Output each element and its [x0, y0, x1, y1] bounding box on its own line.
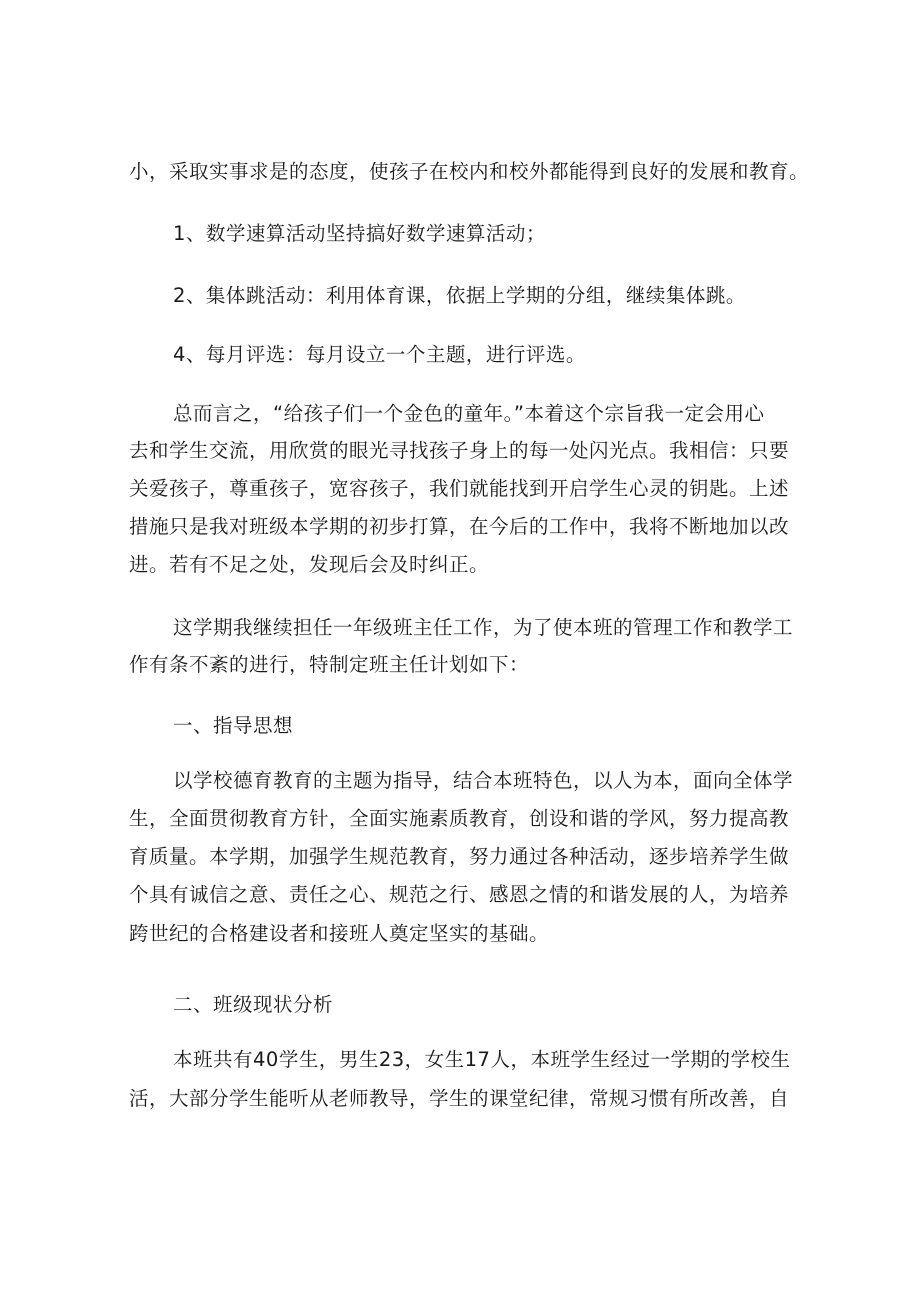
paragraph-line: 作有条不紊的进行，特制定班主任计划如下：	[129, 653, 530, 676]
list-item-jump: 2、集体跳活动：利用体育课，依据上学期的分组，继续集体跳。	[173, 284, 746, 307]
paragraph-line: 本班共有40学生，男生23，女生17人，本班学生经过一学期的学校生	[173, 1048, 791, 1071]
paragraph-line: 活，大部分学生能听从老师教导，学生的课堂纪律，常规习惯有所改善，自	[129, 1087, 790, 1110]
paragraph-line: 措施只是我对班级本学期的初步打算，在今后的工作中，我将不断地加以改	[129, 515, 790, 538]
paragraph-line: 这学期我继续担任一年级班主任工作，为了使本班的管理工作和教学工	[173, 616, 794, 639]
paragraph-line: 关爱孩子，尊重孩子，宽容孩子，我们就能找到开启学生心灵的钥匙。上述	[129, 477, 790, 500]
paragraph-line: 进。若有不足之处，发现后会及时纠正。	[129, 553, 490, 576]
paragraph-line: 总而言之，“给孩子们一个金色的童年。”本着这个宗旨我一定会用心	[173, 402, 765, 425]
paragraph-line: 生，全面贯彻教育方针，全面实施素质教育，创设和谐的学风，努力提高教	[129, 807, 790, 830]
list-item-math: 1、数学速算活动坚持搞好数学速算活动；	[173, 222, 546, 245]
paragraph-line: 去和学生交流，用欣赏的眼光寻找孩子身上的每一处闪光点。我相信：只要	[129, 439, 790, 462]
paragraph-line: 小，采取实事求是的态度，使孩子在校内和校外都能得到良好的发展和教育。	[129, 160, 810, 183]
section-heading: 二、班级现状分析	[173, 993, 334, 1016]
section-heading: 一、指导思想	[173, 714, 294, 737]
paragraph-line: 个具有诚信之意、责任之心、规范之行、感恩之情的和谐发展的人，为培养	[129, 883, 790, 906]
list-item-monthly: 4、每月评选：每月设立一个主题，进行评选。	[173, 343, 586, 366]
paragraph-line: 跨世纪的合格建设者和接班人奠定坚实的基础。	[129, 922, 550, 945]
paragraph-line: 育质量。本学期，加强学生规范教育，努力通过各种活动，逐步培养学生做	[129, 845, 790, 868]
paragraph-line: 以学校德育教育的主题为指导，结合本班特色，以人为本，面向全体学	[173, 769, 794, 792]
